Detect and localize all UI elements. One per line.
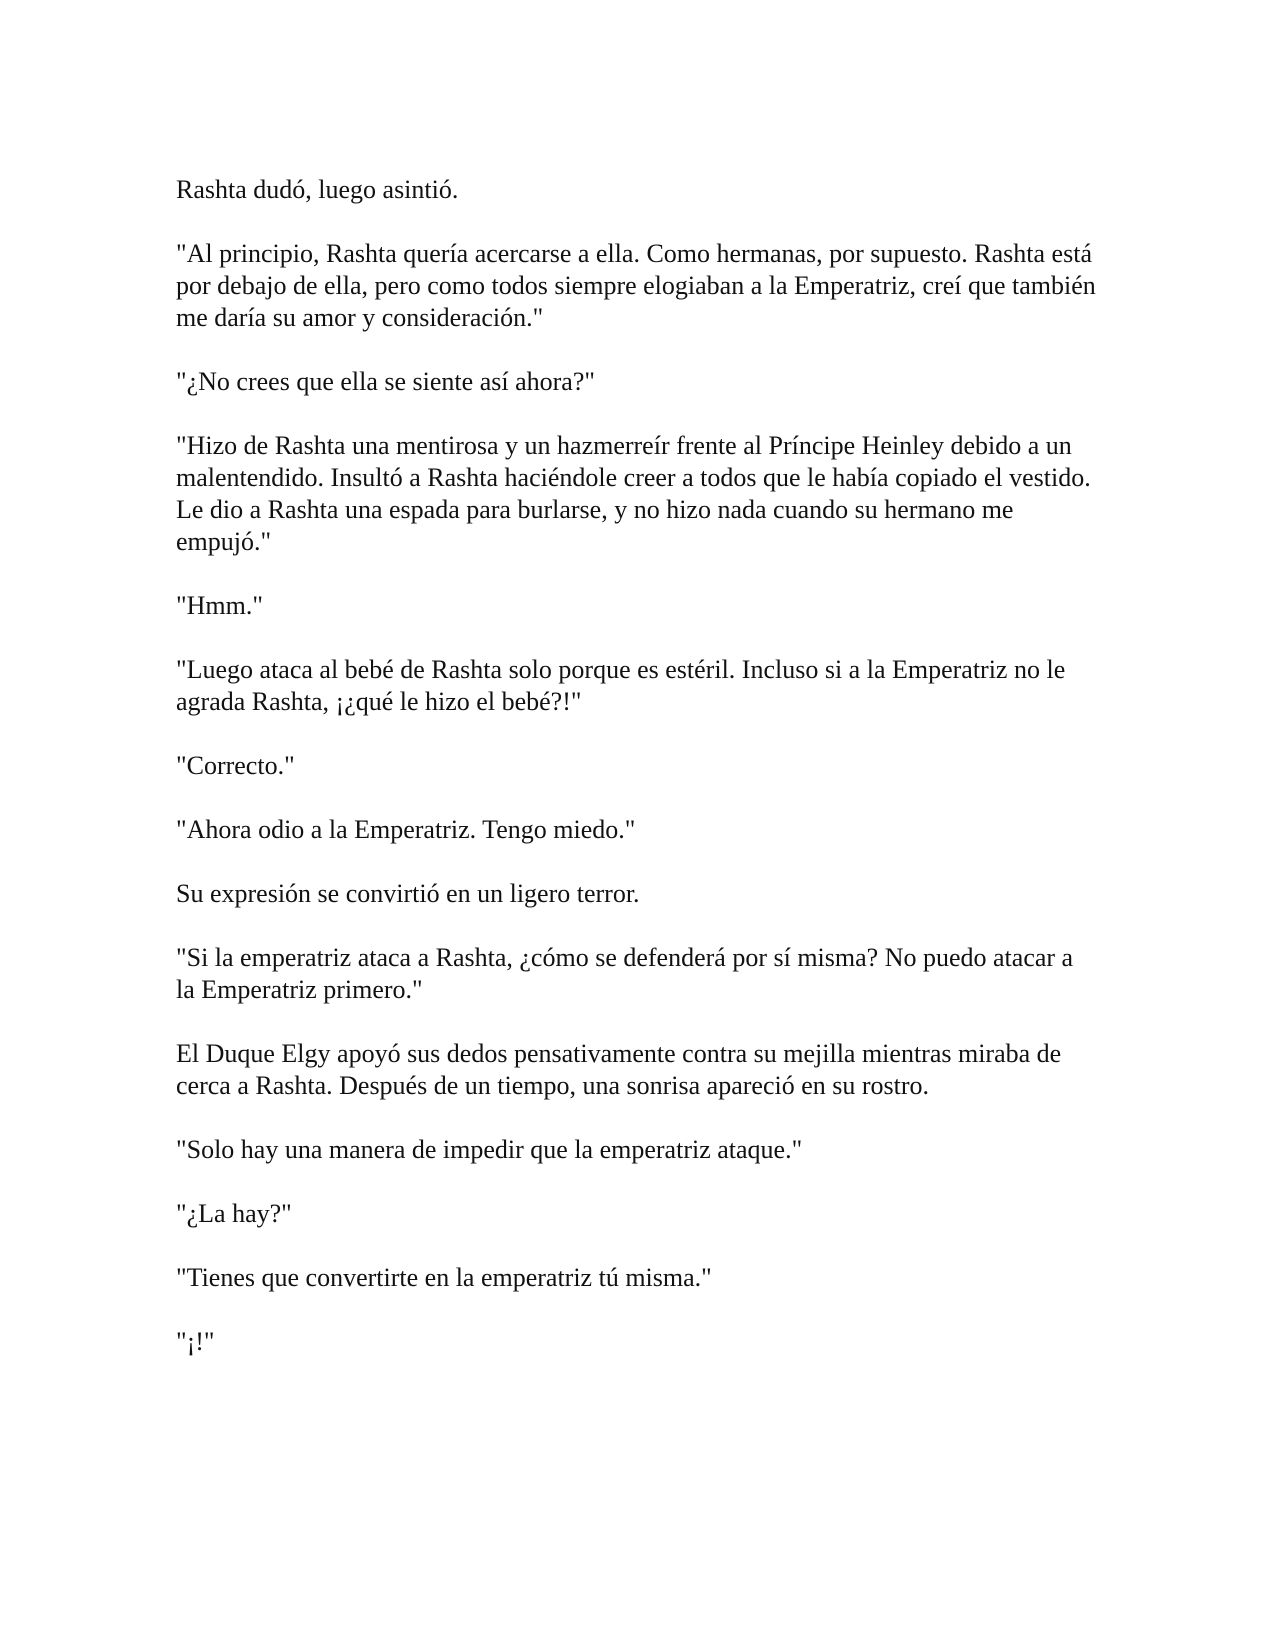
paragraph-7: "Correcto." xyxy=(176,751,295,780)
paragraph-4: "Hizo de Rashta una mentirosa y un hazmerreír frente al Príncipe Heinley debido a un malentendido. Insultó a Rashta haciéndole creer a todos que le había copiado el vestido. Le dio a Rashta una espada para burlarse, y no hizo nada cuando su hermano me empujó." xyxy=(176,431,1091,556)
paragraph-3: "¿No crees que ella se siente así ahora?" xyxy=(176,367,595,396)
paragraph-10: "Si la emperatriz ataca a Rashta, ¿cómo se defenderá por sí misma? No puedo atacar a la Emperatriz primero." xyxy=(176,943,1074,1004)
paragraph-13: "¿La hay?" xyxy=(176,1199,292,1228)
paragraph-6: "Luego ataca al bebé de Rashta solo porque es estéril. Incluso si a la Emperatriz no le agrada Rashta, ¡¿qué le hizo el bebé?!" xyxy=(176,655,1066,716)
paragraph-11: El Duque Elgy apoyó sus dedos pensativamente contra su mejilla mientras miraba de cerca a Rashta. Después de un tiempo, una sonrisa apareció en su rostro. xyxy=(176,1039,1062,1100)
paragraph-2: "Al principio, Rashta quería acercarse a ella. Como hermanas, por supuesto. Rashta está por debajo de ella, pero como todos siempre elogiaban a la Emperatriz, creí que también me daría su amor y consideración." xyxy=(176,239,1096,332)
paragraph-8: "Ahora odio a la Emperatriz. Tengo miedo." xyxy=(176,815,636,844)
paragraph-1: Rashta dudó, luego asintió. xyxy=(176,175,459,204)
paragraph-12: "Solo hay una manera de impedir que la emperatriz ataque." xyxy=(176,1135,803,1164)
paragraph-5: "Hmm." xyxy=(176,591,263,620)
paragraph-15: "¡!" xyxy=(176,1327,215,1356)
paragraph-9: Su expresión se convirtió en un ligero terror. xyxy=(176,879,640,908)
body-text xyxy=(176,174,1096,1390)
paragraph-14: "Tienes que convertirte en la emperatriz tú misma." xyxy=(176,1263,712,1292)
